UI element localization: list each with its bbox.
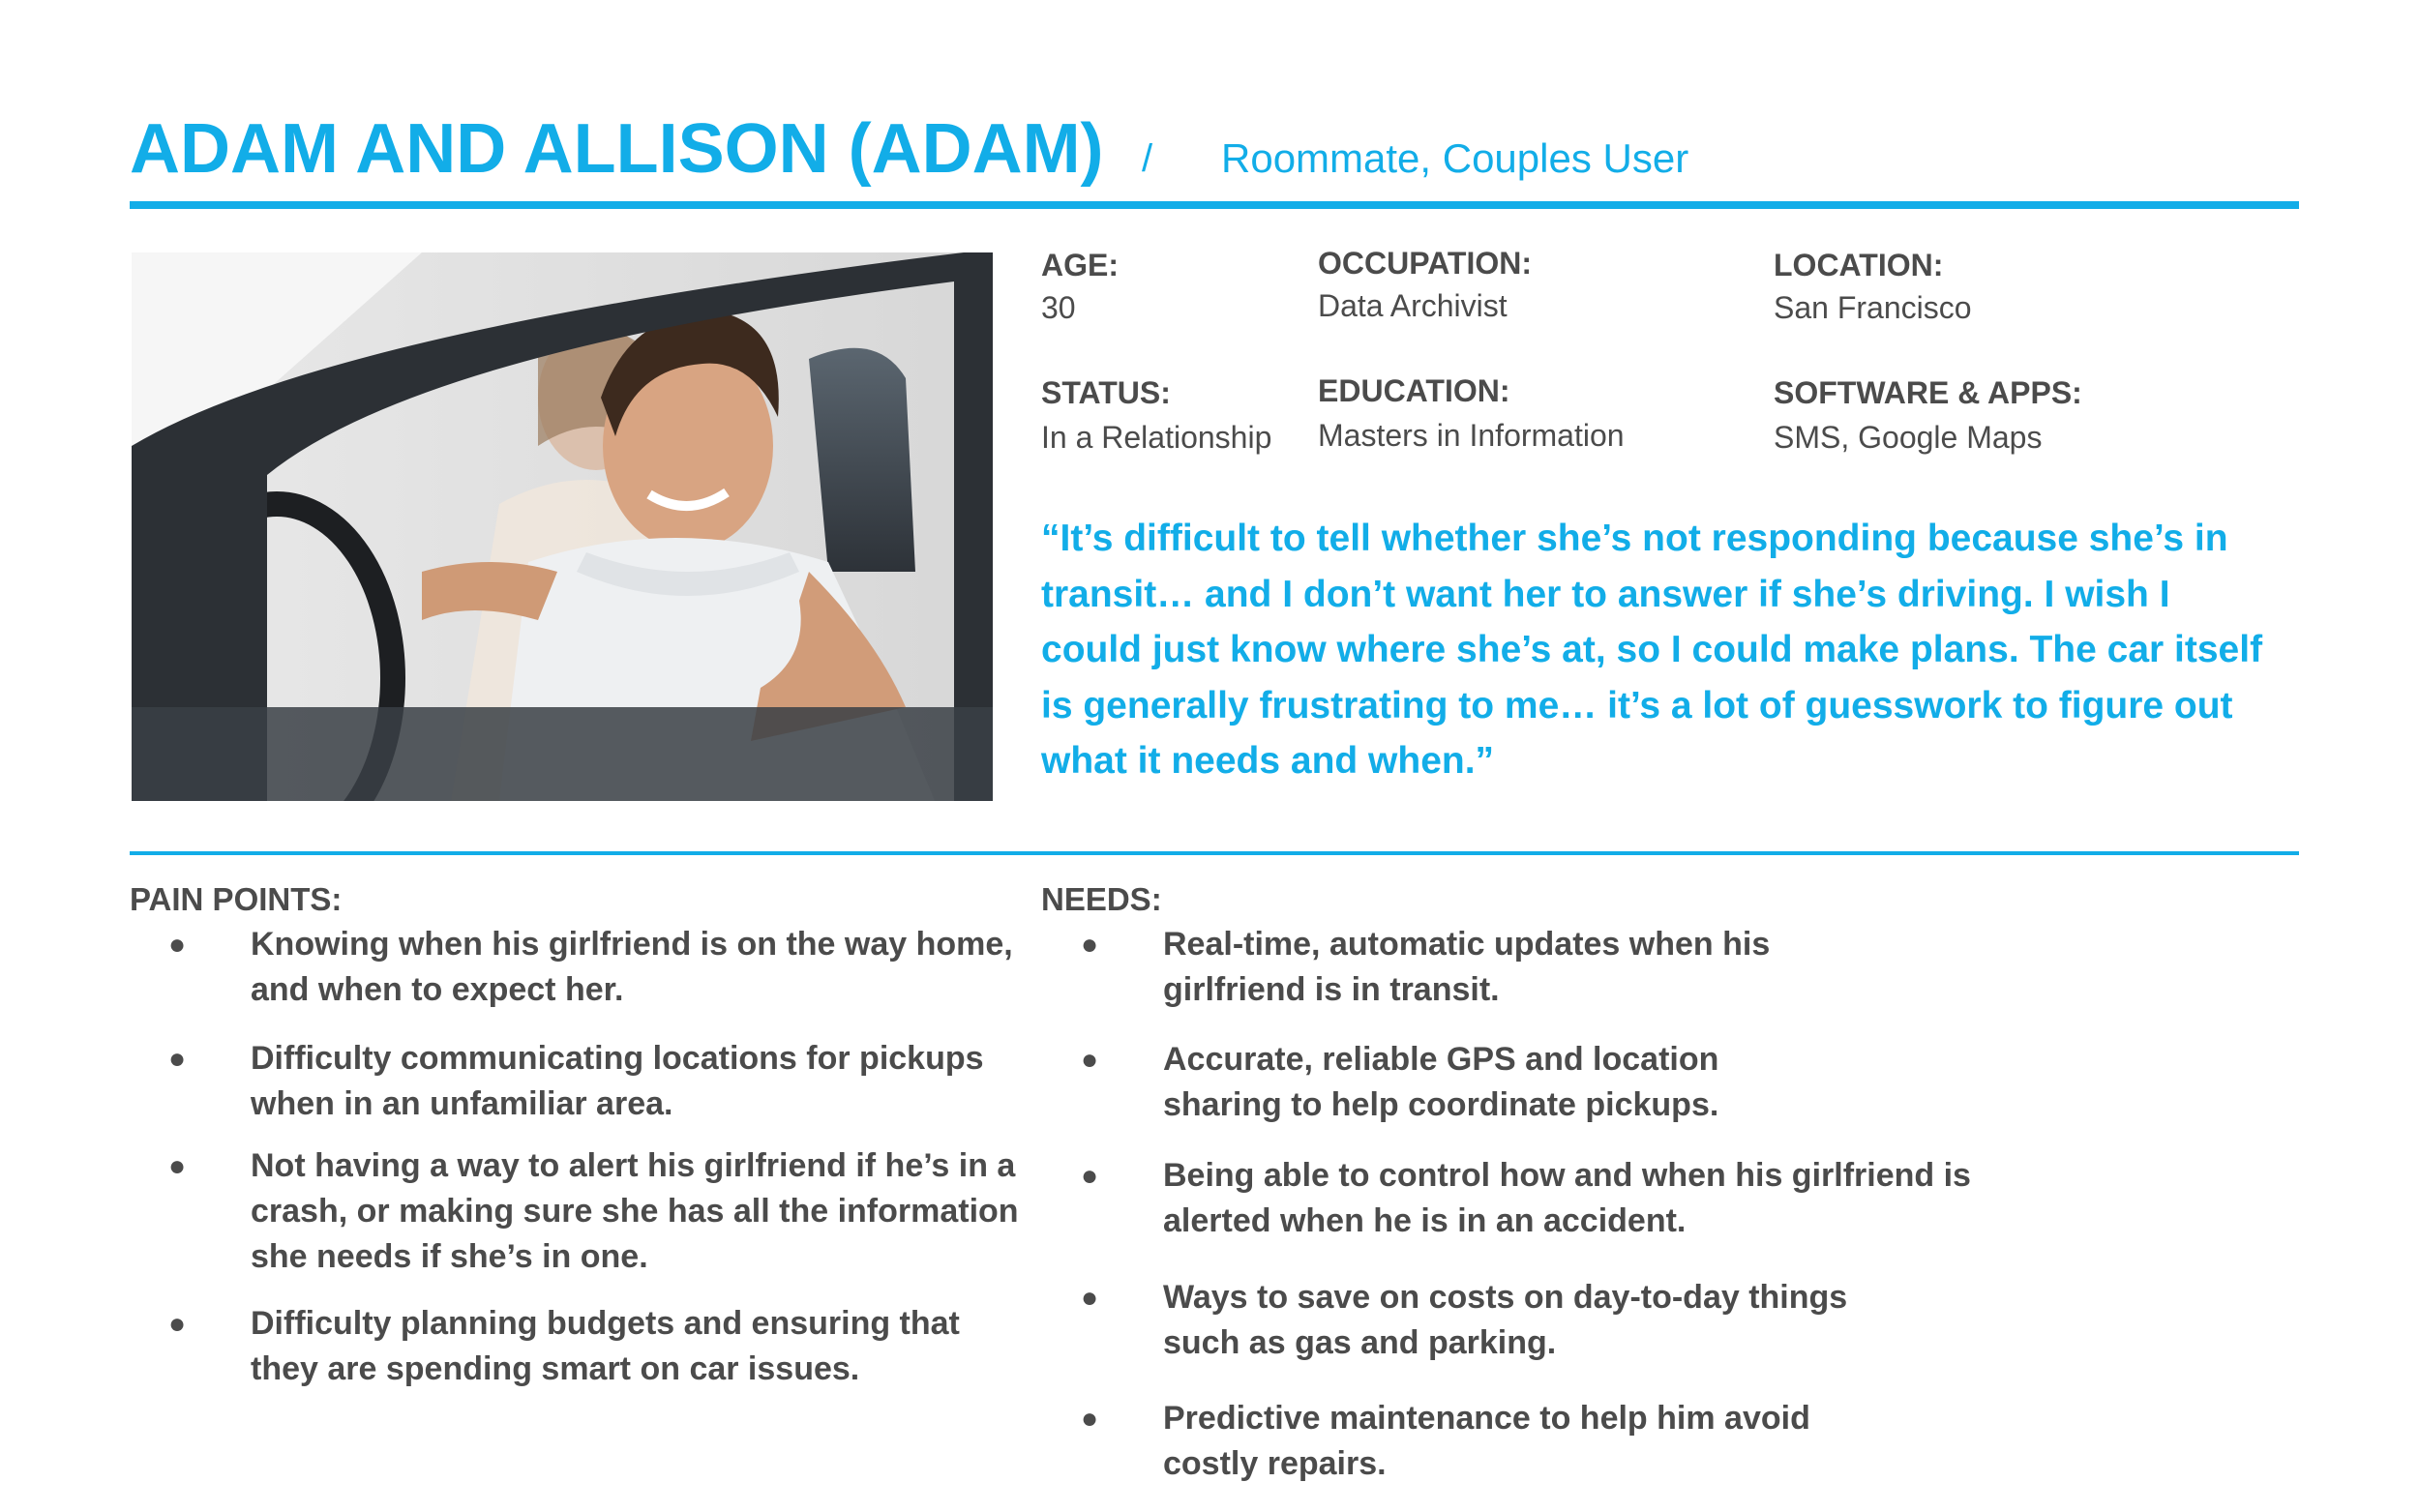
bullet-dot-icon: ● (1081, 1160, 1099, 1192)
bullet-dot-icon: ● (1081, 1403, 1099, 1435)
need-item: Real-time, automatic updates when his girlfriend is in transit. (1163, 926, 1771, 1008)
education-value: Masters in Information (1318, 418, 1625, 453)
pain-point-item: Not having a way to alert his girlfriend if he’s in a crash, or making sure she has all the information she needs if she’s in one. (251, 1147, 1019, 1275)
location-value: San Francisco (1774, 290, 1972, 325)
status-label: STATUS: (1041, 375, 1171, 410)
bullet-dot-icon: ● (1081, 929, 1099, 961)
bullet-dot-icon: ● (168, 1043, 187, 1075)
pain-point-item: Knowing when his girlfriend is on the way home, and when to expect her. (251, 926, 1013, 1008)
persona-subtitle: Roommate, Couples User (1221, 135, 1689, 181)
bullet-dot-icon: ● (168, 929, 187, 961)
persona-photo (132, 252, 993, 801)
occupation-value: Data Archivist (1318, 288, 1508, 323)
bullet-dot-icon: ● (1081, 1044, 1099, 1076)
bullet-dot-icon: ● (1081, 1282, 1099, 1314)
title-separator: / (1142, 137, 1153, 180)
persona-title: ADAM AND ALLISON (ADAM) (130, 110, 1104, 188)
bullet-dot-icon: ● (168, 1150, 187, 1182)
pain-point-item: Difficulty communicating locations for pickups when in an unfamiliar area. (251, 1040, 984, 1122)
need-item: Predictive maintenance to help him avoid costly repairs. (1163, 1400, 1810, 1482)
header-divider (130, 201, 2299, 209)
need-item: Accurate, reliable GPS and location sharing to help coordinate pickups. (1163, 1041, 1719, 1123)
age-label: AGE: (1041, 248, 1119, 282)
software-value: SMS, Google Maps (1774, 420, 2043, 455)
software-label: SOFTWARE & APPS: (1774, 375, 2082, 410)
occupation-label: OCCUPATION: (1318, 246, 1533, 281)
bullet-dot-icon: ● (168, 1308, 187, 1340)
status-value: In a Relationship (1041, 420, 1272, 455)
pain-points-label: PAIN POINTS: (130, 881, 343, 917)
pain-point-item: Difficulty planning budgets and ensuring that they are spending smart on car issues. (251, 1305, 960, 1387)
need-item: Ways to save on costs on day-to-day things such as gas and parking. (1163, 1279, 1848, 1361)
need-item: Being able to control how and when his girlfriend is alerted when he is in an accident. (1163, 1157, 1971, 1239)
needs-label: NEEDS: (1041, 881, 1162, 917)
education-label: EDUCATION: (1318, 373, 1510, 408)
age-value: 30 (1041, 290, 1076, 325)
location-label: LOCATION: (1774, 248, 1944, 282)
persona-quote: “It’s difficult to tell whether she’s not responding because she’s in transit… and I don’t want her to answer if she’s driving. I wish I could just know where she’s at, so I could make plans. The car itself is generally frustrating to me… it’s a lot of guesswork to figure out what it needs and when.” (1041, 518, 2263, 782)
section-divider (130, 851, 2299, 855)
